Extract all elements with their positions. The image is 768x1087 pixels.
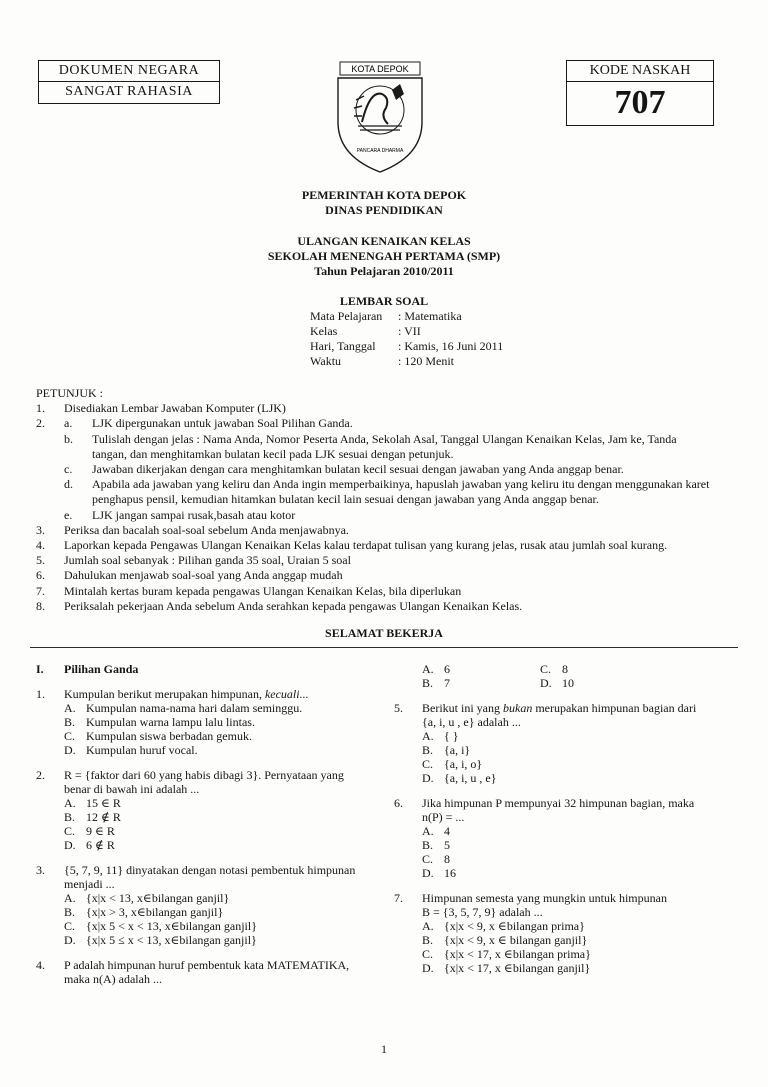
kode-naskah-label: KODE NASKAH <box>567 61 713 82</box>
list-item: 3. Periksa dan bacalah soal-soal sebelum Anda menjawabnya. <box>36 522 349 537</box>
page-number: 1 <box>381 1042 387 1056</box>
option: B. {a, i} <box>422 743 471 757</box>
list-item: d. Apabila ada jawaban yang keliru dan Anda ingin memperbaikinya, hapuslah jawaban yang keliru itu dengan menggunakan karet penghapus pensil, kemudian hitamkan bulatan kecil lain sesuai dengan jawaban yang Anda anggap benar. <box>36 477 736 507</box>
lembar-soal: LEMBAR SOAL <box>339 294 429 308</box>
petunjuk-instructions <box>36 386 736 614</box>
option: A. 15 ∈ R <box>64 796 121 810</box>
meta-row: Kelas : VII <box>310 324 421 338</box>
list-item: 4. Laporkan kepada Pengawas Ulangan Kenaikan Kelas kalau terdapat tulisan yang kurang jelas, rusak atau jumlah soal kurang. <box>36 538 668 553</box>
list-item <box>36 462 736 477</box>
title-line2: DINAS PENDIDIKAN <box>325 203 443 217</box>
kota-depok-logo <box>330 60 430 180</box>
option: C. 8 <box>422 852 450 866</box>
right-column: A. 6 C. 8 B. 7 D. 10 5. Berikut ini yang bukan merupakan himpunan bagian dari {a, i, u , e} adalah ... A. { } B. {a, i} C. {a, i, o} D. {a, i, u , e} 6. Jika himpunan P mempunyai 32 himpunan bagian, maka n(P) = ... A. 4 B. 5 C. 8 D. 16 7. Himpunan semesta yang mungkin untuk himpunan B = {3, 5, 7, 9} adalah ... A. {x|x < 9, x ∈bilangan prima} B. {x|x < 9, x ∈ bilangan ganjil} C. {x|x < 17, x ∈bilangan prima} D. {x|x < 17, x ∈bilangan ganjil} <box>394 662 716 975</box>
option: A. {x|x < 9, x ∈bilangan prima} <box>422 919 585 933</box>
list-subitem: e. LJK jangan sampai rusak,basah atau kotor <box>64 507 296 522</box>
list-subitem: c. Jawaban dikerjakan dengan cara menghitamkan bulatan kecil sesuai dengan jawaban yang Anda anggap benar. <box>64 462 624 477</box>
kode-naskah-value: 707 <box>614 84 666 121</box>
title-line5: Tahun Pelajaran 2010/2011 <box>314 264 454 278</box>
option: C. Kumpulan siswa berbadan gemuk. <box>64 729 252 743</box>
list-item <box>36 508 736 523</box>
option: C. {x|x < 17, x ∈bilangan prima} <box>422 947 591 961</box>
option: A. Kumpulan nama-nama hari dalam seminggu. <box>64 701 303 715</box>
logo-motto: PANCARA DHARMA <box>356 148 404 154</box>
divider <box>30 647 738 648</box>
option: D. {x|x < 17, x ∈bilangan ganjil} <box>422 961 591 975</box>
list-item: 8. Periksalah pekerjaan Anda sebelum Anda serahkan kepada pengawas Ulangan Kenaikan Kelas. <box>36 598 523 613</box>
option: B. Kumpulan warna lampu lalu lintas. <box>64 715 255 729</box>
option: C. {x|x 5 < x < 13, x∈bilangan ganjil} <box>64 919 257 933</box>
document-classification-box <box>38 60 220 104</box>
option: D. 16 <box>422 866 456 880</box>
question-2: 2. R = {faktor dari 60 yang habis dibagi 3}. Pernyataan yang <box>36 768 344 782</box>
dokumen-line2: SANGAT RAHASIA <box>65 84 193 99</box>
question-3: 3. {5, 7, 9, 11} dinyatakan dengan notasi pembentuk himpunan <box>36 863 356 877</box>
list-subitem: b. Tulislah dengan jelas : Nama Anda, Nomor Peserta Anda, Sekolah Asal, Tanggal Ulangan Kenaikan Kelas, Jam ke, Tanda <box>64 431 677 446</box>
option: D. {a, i, u , e} <box>422 771 497 785</box>
list-subitem: a. LJK dipergunakan untuk jawaban Soal Pilihan Ganda. <box>64 416 353 431</box>
option: D. Kumpulan huruf vocal. <box>64 743 198 757</box>
question-1: 1. Kumpulan berikut merupakan himpunan, kecuali... <box>36 687 309 701</box>
meta-row: Hari, Tanggal : Kamis, 16 Juni 2011 <box>310 339 504 353</box>
option: C. {a, i, o} <box>422 757 483 771</box>
option: D. 6 ∉ R <box>64 838 115 852</box>
selamat-bekerja: SELAMAT BEKERJA <box>325 626 443 640</box>
list-item: b. Tulislah dengan jelas : Nama Anda, Nomor Peserta Anda, Sekolah Asal, Tanggal Ulangan Kenaikan Kelas, Jam ke, Tanda tangan, dan menghitamkan bulatan kecil pada LJK sesuai dengan petunjuk. <box>36 432 736 462</box>
title-line3: ULANGAN KENAIKAN KELAS <box>297 234 471 248</box>
list-item: 6. Dahulukan menjawab soal-soal yang Anda anggap mudah <box>36 568 343 583</box>
petunjuk-heading: PETUNJUK : <box>36 386 104 400</box>
list-item: 5. Jumlah soal sebanyak : Pilihan ganda 35 soal, Uraian 5 soal <box>36 553 351 568</box>
meta-row: Mata Pelajaran : Matematika <box>310 309 462 323</box>
dokumen-line1: DOKUMEN NEGARA <box>39 61 219 82</box>
list-subitem: d. Apabila ada jawaban yang keliru dan Anda ingin memperbaikinya, hapuslah jawaban yang keliru itu dengan menggunakan karet <box>64 477 710 492</box>
list-item: 2. a. LJK dipergunakan untuk jawaban Soal Pilihan Ganda. <box>36 416 736 431</box>
option: A. {x|x < 13, x∈bilangan ganjil} <box>64 891 230 905</box>
option: A. 4 <box>422 824 450 838</box>
q4-options-row2: B. 7 D. 10 <box>422 676 574 690</box>
exam-meta <box>310 309 503 369</box>
q4-options-row1: A. 6 C. 8 <box>422 662 568 676</box>
option: B. 5 <box>422 838 450 852</box>
question-6: 6. Jika himpunan P mempunyai 32 himpunan bagian, maka <box>394 796 695 810</box>
list-item: 1. Disediakan Lembar Jawaban Komputer (LJK) <box>36 401 286 416</box>
title-line1: PEMERINTAH KOTA DEPOK <box>301 188 467 202</box>
question-5: 5. Berikut ini yang bukan merupakan himpunan bagian dari <box>394 701 697 715</box>
option: B. {x|x > 3, x∈bilangan ganjil} <box>64 905 224 919</box>
title-line4: SEKOLAH MENENGAH PERTAMA (SMP) <box>267 249 501 263</box>
option: D. {x|x 5 ≤ x < 13, x∈bilangan ganjil} <box>64 933 257 947</box>
list-item: 7. Mintalah kertas buram kepada pengawas Ulangan Kenaikan Kelas, bila diperlukan <box>36 583 462 598</box>
kode-naskah-box <box>566 60 714 126</box>
meta-row: Waktu : 120 Menit <box>310 354 454 368</box>
question-7: 7. Himpunan semesta yang mungkin untuk himpunan <box>394 891 667 905</box>
option: B. 12 ∉ R <box>64 810 121 824</box>
section-heading: I. Pilihan Ganda <box>36 662 139 676</box>
logo-top-text: KOTA DEPOK <box>351 64 409 74</box>
option: A. { } <box>422 729 459 743</box>
left-column: I. Pilihan Ganda 1. Kumpulan berikut merupakan himpunan, kecuali... A. Kumpulan nama-nama hari dalam seminggu. B. Kumpulan warna lampu lalu lintas. C. Kumpulan siswa berbadan gemuk. D. Kumpulan huruf vocal. 2. R = {faktor dari 60 yang habis dibagi 3}. Pernyataan yang benar di bawah ini adalah ... A. 15 ∈ R B. 12 ∉ R C. 9 ∈ R D. 6 ∉ R 3. {5, 7, 9, 11} dinyatakan dengan notasi pembentuk himpunan menjadi ... A. {x|x < 13, x∈bilangan ganjil} B. {x|x > 3, x∈bilangan ganjil} C. {x|x 5 < x < 13, x∈bilangan ganjil} D. {x|x 5 ≤ x < 13, x∈bilangan ganjil} 4. P adalah himpunan huruf pembentuk kata MATEMATIKA, maka n(A) adalah ... <box>36 662 366 986</box>
question-4: 4. P adalah himpunan huruf pembentuk kata MATEMATIKA, <box>36 958 350 972</box>
option: B. {x|x < 9, x ∈ bilangan ganjil} <box>422 933 588 947</box>
option: C. 9 ∈ R <box>64 824 115 838</box>
